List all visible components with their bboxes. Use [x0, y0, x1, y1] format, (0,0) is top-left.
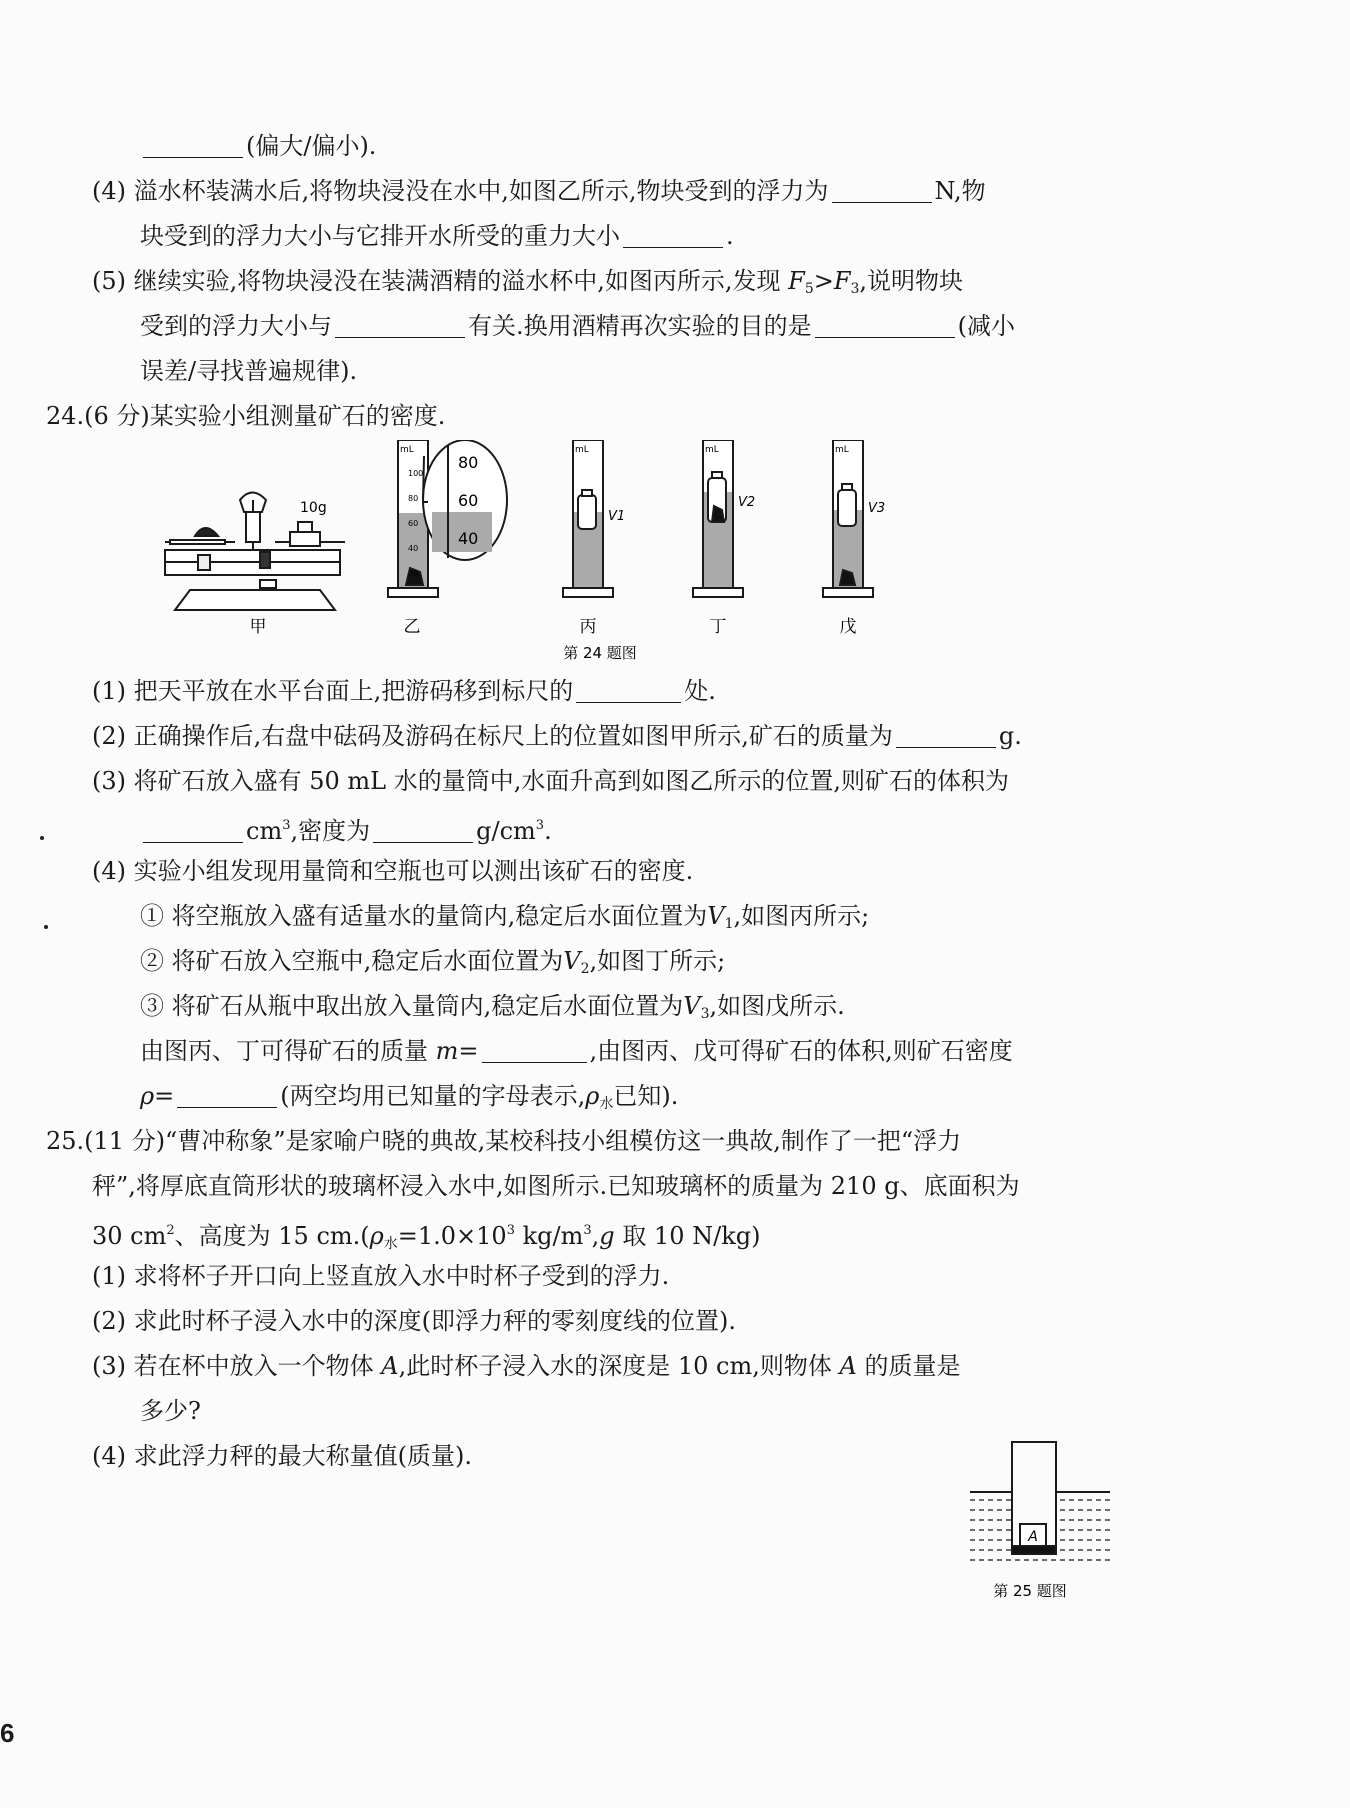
answer-blank[interactable]: [576, 678, 681, 703]
line-06: 误差/寻找普遍规律).: [140, 357, 358, 385]
line-12: (4) 实验小组发现用量筒和空瓶也可以测出该矿石的密度.: [92, 857, 694, 885]
figure-label: 丙: [579, 617, 597, 637]
answer-blank[interactable]: [482, 1038, 587, 1063]
line-13: ① 将空瓶放入盛有适量水的量筒内,稳定后水面位置为$V_1$,如图丙所示;: [140, 902, 870, 932]
figure-24: [140, 440, 1140, 670]
figure-label: 丁: [709, 617, 727, 637]
zoom-tick-label: 40: [458, 529, 479, 548]
answer-blank[interactable]: [623, 223, 723, 248]
line-02: (4) 溢水杯装满水后,将物块浸没在水中,如图乙所示,物块受到的浮力为 N,物: [92, 177, 986, 205]
cylinder-yi: [388, 440, 507, 597]
unit-label: mL: [705, 445, 719, 455]
line-23: (3) 若在杯中放入一个物体 A,此时杯子浸入水的深度是 10 cm,则物体 A 的质量是: [92, 1352, 961, 1380]
line-25: (4) 求此浮力秤的最大称量值(质量).: [92, 1442, 472, 1470]
tick-label: 60: [408, 519, 419, 528]
tick-label: 100: [408, 469, 424, 478]
line-19: 秤”,将厚底直筒形状的玻璃杯浸入水中,如图所示.已知玻璃杯的质量为 210 g、底面积为: [92, 1172, 1020, 1200]
line-22: (2) 求此时杯子浸入水中的深度(即浮力秤的零刻度线的位置).: [92, 1307, 736, 1335]
line-20: 30 $cm^2$、高度为 15 $cm.(\rho_水=1.0\times 10^3$ $kg/m^3,g$ 取 10 N/kg): [92, 1222, 761, 1252]
line-24: 多少?: [140, 1397, 201, 1425]
unit-label: mL: [575, 445, 589, 455]
answer-blank[interactable]: [815, 313, 955, 338]
figure-24-caption: 第 24 题图: [563, 644, 637, 662]
figure-label: 甲: [249, 617, 267, 637]
figure-label: 戊: [839, 617, 857, 637]
answer-blank[interactable]: [896, 723, 996, 748]
answer-blank[interactable]: [177, 1083, 277, 1108]
answer-blank[interactable]: [832, 178, 932, 203]
answer-blank[interactable]: [373, 818, 473, 843]
line-03: 块受到的浮力大小与它排开水所受的重力大小 .: [140, 222, 734, 250]
question-25-heading: 25.(11 分)“曹冲称象”是家喻户晓的典故,某校科技小组模仿这一典故,制作了一把“浮力: [46, 1127, 962, 1155]
page-number: 6: [0, 1718, 15, 1748]
line-16: 由图丙、丁可得矿石的质量 m= ,由图丙、戊可得矿石的体积,则矿石密度: [140, 1037, 1013, 1065]
zoom-tick-label: 60: [458, 491, 479, 510]
v-label: V2: [738, 495, 756, 510]
figure-25-caption: 第 25 题图: [993, 1582, 1067, 1600]
line-09: (2) 正确操作后,右盘中砝码及游码在标尺上的位置如图甲所示,矿石的质量为 g.: [92, 722, 1022, 750]
figure-25: [965, 1440, 1115, 1620]
unit-label: mL: [835, 445, 849, 455]
answer-blank[interactable]: [143, 818, 243, 843]
object-a-label: A: [1028, 1529, 1038, 1545]
cylinder-wu: [823, 440, 873, 597]
unit-label: mL: [400, 445, 414, 455]
zoom-tick-label: 80: [458, 453, 479, 472]
line-15: ③ 将矿石从瓶中取出放入量筒内,稳定后水面位置为$V_3$,如图戊所示.: [140, 992, 845, 1022]
cylinder-bing: [563, 440, 613, 597]
weight-label: 10g: [300, 500, 327, 516]
cylinder-ding: [693, 440, 743, 597]
line-21: (1) 求将杯子开口向上竖直放入水中时杯子受到的浮力.: [92, 1262, 670, 1290]
line-17: ρ= (两空均用已知量的字母表示$,\rho_水$已知).: [140, 1082, 679, 1112]
line-11: $cm^3$,密度为 $g/cm^3$.: [140, 810, 552, 847]
line-05: 受到的浮力大小与 有关.换用酒精再次实验的目的是 (减小: [140, 312, 1016, 340]
line-08: (1) 把天平放在水平台面上,把游码移到标尺的 处.: [92, 677, 716, 705]
tick-label: 40: [408, 544, 419, 553]
margin-dot: [44, 925, 48, 929]
tick-label: 80: [408, 494, 419, 503]
line-14: ② 将矿石放入空瓶中,稳定后水面位置为$V_2$,如图丁所示;: [140, 947, 726, 977]
answer-blank[interactable]: [143, 133, 243, 158]
question-24-heading: 24.(6 分)某实验小组测量矿石的密度.: [46, 402, 446, 430]
v-label: V3: [868, 501, 886, 516]
figure-label: 乙: [403, 617, 421, 637]
tick-label: 20: [408, 569, 419, 578]
margin-dot: [40, 836, 44, 840]
v-label: V1: [608, 509, 626, 524]
line-04: (5) 继续实验,将物块浸没在装满酒精的溢水杯中,如图丙所示,发现 $F_5>F_3$,说明物块: [92, 267, 964, 297]
answer-blank[interactable]: [335, 313, 465, 338]
line-10: (3) 将矿石放入盛有 50 mL 水的量筒中,水面升高到如图乙所示的位置,则矿石的体积为: [92, 767, 1010, 795]
line-01: (偏大/偏小).: [140, 130, 376, 162]
